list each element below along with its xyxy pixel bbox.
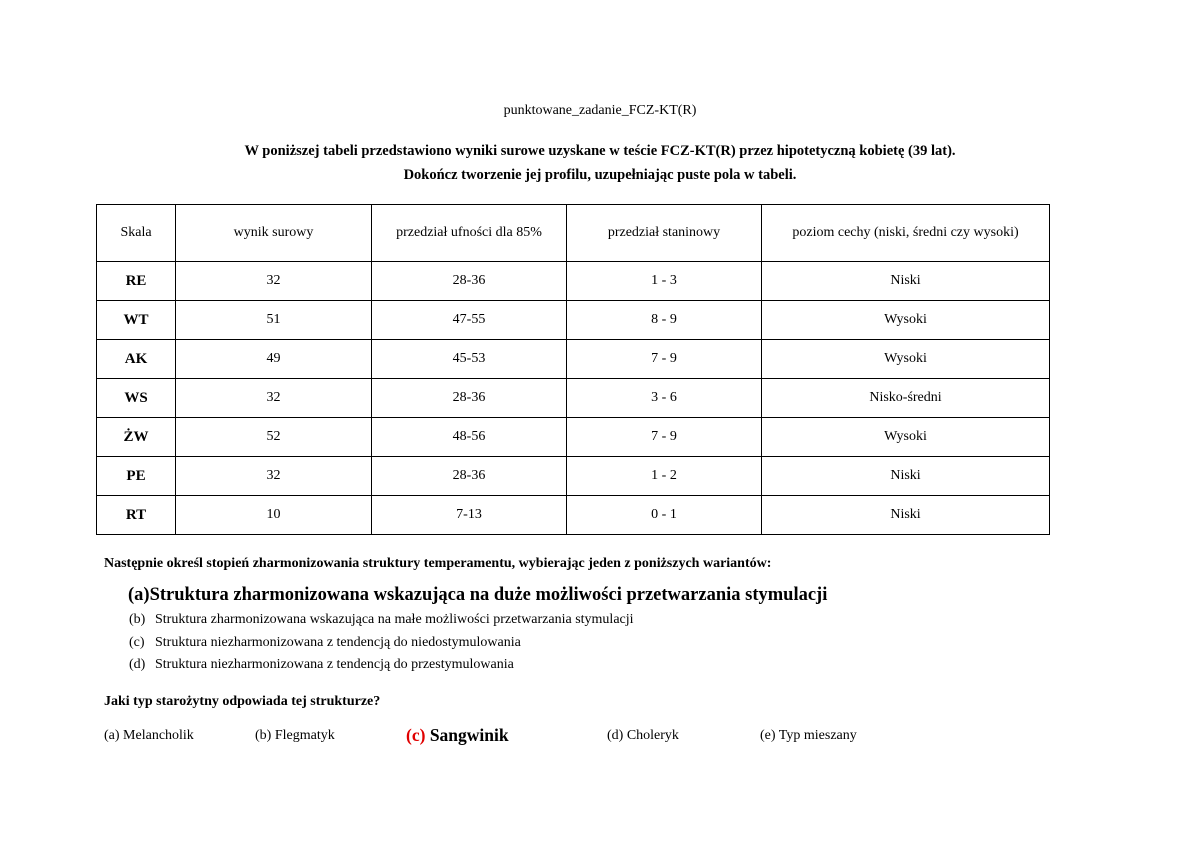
cell-confidence-interval: 45-53 [372,340,567,379]
cell-stanine-range: 1 - 2 [567,457,762,496]
header-trait-level: poziom cechy (niski, średni czy wysoki) [762,205,1050,262]
cell-scale: RT [97,496,176,535]
table-row [97,496,1050,535]
cell-raw-score: 52 [176,418,372,457]
cell-confidence-interval: 28-36 [372,457,567,496]
cell-stanine-range: 3 - 6 [567,379,762,418]
cell-confidence-interval: 28-36 [372,379,567,418]
intro-line-2: Dokończ tworzenie jej profilu, uzupełniając puste pola w tabeli. [403,167,797,183]
cell-raw-score: 51 [176,301,372,340]
cell-confidence-interval: 7-13 [372,496,567,535]
harmonization-option-b [129,612,634,628]
header-stanine-range: przedział staninowy [567,205,762,262]
option-letter: (e) [760,728,776,743]
cell-scale: AK [97,340,176,379]
table-header-row [97,205,1050,262]
cell-stanine-range: 0 - 1 [567,496,762,535]
option-letter: (c) [129,635,145,650]
ancient-type-option-d [607,728,679,744]
option-letter: (a) [104,728,120,743]
cell-trait-level: Niski [762,496,1050,535]
ancient-type-option-b [255,728,335,744]
cell-raw-score: 49 [176,340,372,379]
option-text: Choleryk [626,728,679,743]
cell-stanine-range: 8 - 9 [567,301,762,340]
cell-raw-score: 32 [176,379,372,418]
cell-raw-score: 32 [176,457,372,496]
cell-scale: WS [97,379,176,418]
option-letter: (d) [129,657,146,672]
table-row [97,340,1050,379]
table-row [97,301,1050,340]
question-ancient-type: Jaki typ starożytny odpowiada tej strukturze? [104,694,381,709]
option-letter: (c) [406,725,426,745]
option-text: Struktura zharmonizowana wskazująca na małe możliwości przetwarzania stymulacji [155,612,634,627]
header-scale: Skala [97,205,176,262]
cell-confidence-interval: 47-55 [372,301,567,340]
cell-trait-level: Nisko-średni [762,379,1050,418]
table-row [97,457,1050,496]
option-letter: (a) [128,585,150,605]
option-letter: (b) [255,728,272,743]
option-text: Typ mieszany [778,728,857,743]
ancient-type-option-a [104,728,194,744]
cell-raw-score: 10 [176,496,372,535]
cell-trait-level: Niski [762,262,1050,301]
option-text: Melancholik [123,728,194,743]
option-text: Struktura niezharmonizowana z tendencją do niedostymulowania [155,635,521,650]
harmonization-option-a [128,585,827,606]
cell-raw-score: 32 [176,262,372,301]
option-letter: (b) [129,612,146,627]
harmonization-option-c [129,635,521,651]
cell-trait-level: Wysoki [762,418,1050,457]
cell-trait-level: Niski [762,457,1050,496]
table-row [97,379,1050,418]
option-text: Struktura niezharmonizowana z tendencją do przestymulowania [155,657,514,672]
cell-confidence-interval: 48-56 [372,418,567,457]
ancient-type-option-c [406,725,509,746]
cell-stanine-range: 1 - 3 [567,262,762,301]
document-title: punktowane_zadanie_FCZ-KT(R) [503,103,697,118]
option-text: Sangwinik [429,725,509,745]
option-text: Flegmatyk [274,728,335,743]
header-confidence-interval: przedział ufności dla 85% [372,205,567,262]
cell-stanine-range: 7 - 9 [567,418,762,457]
question-harmonization: Następnie określ stopień zharmonizowania struktury temperamentu, wybierając jeden z poniższych wariantów: [104,556,772,571]
cell-scale: WT [97,301,176,340]
table-row [97,418,1050,457]
cell-scale: RE [97,262,176,301]
cell-scale: PE [97,457,176,496]
table-row [97,262,1050,301]
cell-trait-level: Wysoki [762,301,1050,340]
ancient-type-option-e [760,728,857,744]
intro-line-1: W poniższej tabeli przedstawiono wyniki surowe uzyskane w teście FCZ-KT(R) przez hipotetyczną kobietę (39 lat). [244,143,956,159]
option-text: Struktura zharmonizowana wskazująca na duże możliwości przetwarzania stymulacji [149,585,828,605]
option-letter: (d) [607,728,624,743]
cell-trait-level: Wysoki [762,340,1050,379]
header-raw-score: wynik surowy [176,205,372,262]
cell-confidence-interval: 28-36 [372,262,567,301]
harmonization-option-d [129,657,514,673]
results-table [96,204,1050,535]
cell-scale: ŻW [97,418,176,457]
cell-stanine-range: 7 - 9 [567,340,762,379]
